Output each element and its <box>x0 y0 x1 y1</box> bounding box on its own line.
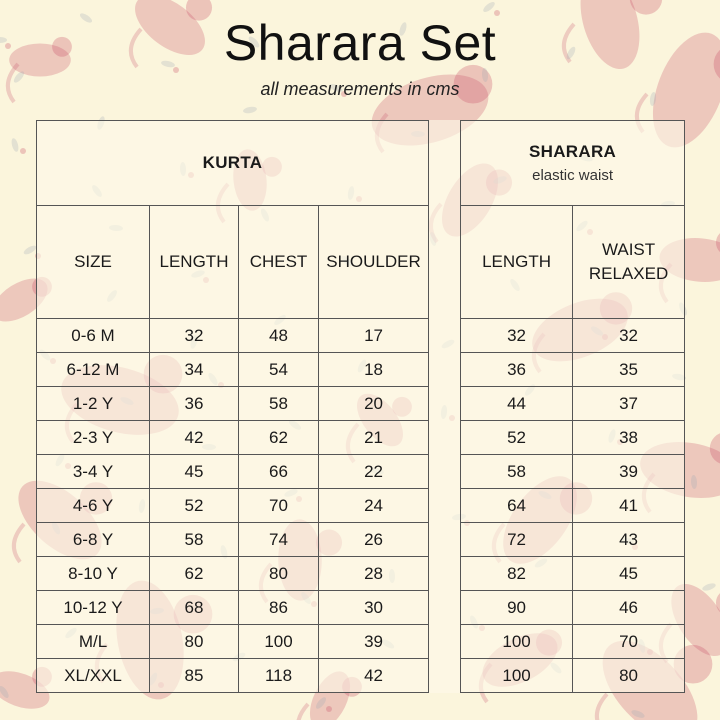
cell-kurta-shoulder: 26 <box>319 523 429 557</box>
sharara-group-header <box>461 121 685 206</box>
cell-kurta-shoulder: 18 <box>319 353 429 387</box>
column-gap <box>429 455 461 489</box>
cell-sharara-length: 72 <box>461 523 573 557</box>
cell-sharara-waist-relaxed: 46 <box>573 591 685 625</box>
cell-kurta-chest: 58 <box>239 387 319 421</box>
cell-size: 4-6 Y <box>37 489 150 523</box>
cell-kurta-length: 58 <box>150 523 239 557</box>
table-row <box>37 523 685 557</box>
table-row <box>37 455 685 489</box>
group-header-row <box>37 121 685 206</box>
cell-kurta-chest: 54 <box>239 353 319 387</box>
cell-kurta-shoulder: 22 <box>319 455 429 489</box>
cell-sharara-length: 100 <box>461 659 573 693</box>
cell-sharara-waist-relaxed: 37 <box>573 387 685 421</box>
cell-kurta-chest: 80 <box>239 557 319 591</box>
cell-kurta-length: 36 <box>150 387 239 421</box>
cell-sharara-waist-relaxed: 39 <box>573 455 685 489</box>
page-subtitle: all measurements in cms <box>260 79 460 99</box>
cell-size: 8-10 Y <box>37 557 150 591</box>
column-header-row <box>37 206 685 319</box>
column-gap <box>429 591 461 625</box>
size-chart-table <box>36 120 685 693</box>
cell-sharara-waist-relaxed: 43 <box>573 523 685 557</box>
cell-kurta-chest: 48 <box>239 319 319 353</box>
cell-kurta-shoulder: 24 <box>319 489 429 523</box>
table-row <box>37 387 685 421</box>
cell-size: 0-6 M <box>37 319 150 353</box>
cell-kurta-shoulder: 30 <box>319 591 429 625</box>
table-row <box>37 659 685 693</box>
cell-size: 1-2 Y <box>37 387 150 421</box>
column-gap <box>429 353 461 387</box>
table-row <box>37 421 685 455</box>
cell-sharara-waist-relaxed: 41 <box>573 489 685 523</box>
cell-size: 6-12 M <box>37 353 150 387</box>
cell-kurta-shoulder: 39 <box>319 625 429 659</box>
cell-sharara-waist-relaxed: 35 <box>573 353 685 387</box>
column-gap <box>429 523 461 557</box>
table-row <box>37 353 685 387</box>
cell-kurta-length: 52 <box>150 489 239 523</box>
cell-kurta-chest: 66 <box>239 455 319 489</box>
cell-kurta-shoulder: 20 <box>319 387 429 421</box>
column-gap <box>429 557 461 591</box>
cell-kurta-chest: 118 <box>239 659 319 693</box>
header-size <box>37 206 150 319</box>
cell-kurta-length: 45 <box>150 455 239 489</box>
cell-kurta-shoulder: 17 <box>319 319 429 353</box>
sharara-group-subtitle: elastic waist <box>532 167 613 184</box>
table-row <box>37 557 685 591</box>
header-label: LENGTH <box>482 252 552 271</box>
page-title: Sharara Set <box>223 15 497 71</box>
header-kurta-chest <box>239 206 319 319</box>
column-gap <box>429 421 461 455</box>
cell-size: M/L <box>37 625 150 659</box>
cell-kurta-length: 34 <box>150 353 239 387</box>
cell-sharara-length: 100 <box>461 625 573 659</box>
header-kurta-shoulder <box>319 206 429 319</box>
cell-sharara-waist-relaxed: 45 <box>573 557 685 591</box>
cell-kurta-length: 42 <box>150 421 239 455</box>
table-row <box>37 625 685 659</box>
cell-sharara-waist-relaxed: 80 <box>573 659 685 693</box>
cell-sharara-waist-relaxed: 32 <box>573 319 685 353</box>
kurta-group-title: KURTA <box>202 153 263 172</box>
cell-kurta-shoulder: 42 <box>319 659 429 693</box>
cell-sharara-length: 36 <box>461 353 573 387</box>
cell-kurta-shoulder: 21 <box>319 421 429 455</box>
column-gap <box>429 625 461 659</box>
cell-kurta-chest: 100 <box>239 625 319 659</box>
cell-kurta-chest: 70 <box>239 489 319 523</box>
cell-kurta-length: 62 <box>150 557 239 591</box>
header-sharara-waist-relaxed <box>573 206 685 319</box>
cell-kurta-length: 68 <box>150 591 239 625</box>
cell-sharara-length: 44 <box>461 387 573 421</box>
cell-sharara-length: 90 <box>461 591 573 625</box>
cell-size: 2-3 Y <box>37 421 150 455</box>
sharara-group-title: SHARARA <box>529 142 617 161</box>
cell-kurta-shoulder: 28 <box>319 557 429 591</box>
cell-size: XL/XXL <box>37 659 150 693</box>
cell-sharara-length: 58 <box>461 455 573 489</box>
cell-kurta-chest: 62 <box>239 421 319 455</box>
column-gap <box>429 489 461 523</box>
table-row <box>37 591 685 625</box>
cell-size: 6-8 Y <box>37 523 150 557</box>
kurta-group-header <box>37 121 429 206</box>
column-gap <box>429 121 461 206</box>
header-label: SHOULDER <box>326 252 421 271</box>
cell-kurta-chest: 86 <box>239 591 319 625</box>
header-sharara-length <box>461 206 573 319</box>
column-gap <box>429 319 461 353</box>
column-gap <box>429 659 461 693</box>
header-label: CHEST <box>249 252 308 271</box>
cell-kurta-length: 80 <box>150 625 239 659</box>
cell-sharara-waist-relaxed: 70 <box>573 625 685 659</box>
cell-sharara-length: 82 <box>461 557 573 591</box>
cell-size: 3-4 Y <box>37 455 150 489</box>
column-gap <box>429 206 461 319</box>
table-row <box>37 319 685 353</box>
column-gap <box>429 387 461 421</box>
header-label: WAIST <box>601 240 656 259</box>
header-label: SIZE <box>74 252 112 271</box>
cell-sharara-waist-relaxed: 38 <box>573 421 685 455</box>
header-kurta-length <box>150 206 239 319</box>
cell-kurta-length: 32 <box>150 319 239 353</box>
cell-sharara-length: 52 <box>461 421 573 455</box>
cell-kurta-chest: 74 <box>239 523 319 557</box>
table-row <box>37 489 685 523</box>
cell-sharara-length: 64 <box>461 489 573 523</box>
cell-size: 10-12 Y <box>37 591 150 625</box>
header-label: RELAXED <box>588 264 669 283</box>
cell-kurta-length: 85 <box>150 659 239 693</box>
header-label: LENGTH <box>159 252 229 271</box>
cell-sharara-length: 32 <box>461 319 573 353</box>
